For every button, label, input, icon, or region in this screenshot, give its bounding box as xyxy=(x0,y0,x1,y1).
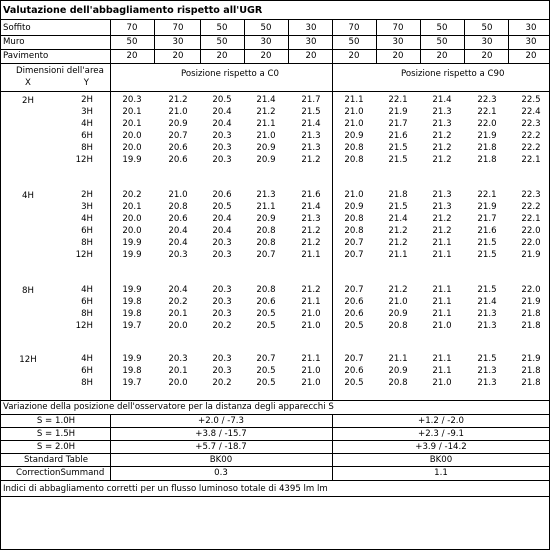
ugr-value-c90: 21.2 xyxy=(432,131,452,141)
reflectance-value: 20 xyxy=(172,51,184,61)
ugr-value-c0: 20.4 xyxy=(212,119,232,129)
ugr-value-c90: 20.8 xyxy=(344,143,364,153)
ugr-value-c0: 20.3 xyxy=(168,354,188,364)
ugr-value-c0: 20.1 xyxy=(122,107,142,117)
ugr-value-c0: 20.5 xyxy=(256,366,276,376)
ugr-value-c0: 19.9 xyxy=(122,155,142,165)
ugr-value-c0: 20.4 xyxy=(212,214,232,224)
ugr-value-c90: 21.0 xyxy=(344,107,364,117)
ugr-value-c0: 20.1 xyxy=(168,366,188,376)
ugr-value-c90: 21.2 xyxy=(432,214,452,224)
ugr-value-c90: 22.0 xyxy=(477,119,497,129)
ugr-value-c90: 21.3 xyxy=(477,366,497,376)
ugr-value-c0: 19.9 xyxy=(122,285,142,295)
ugr-value-c90: 21.8 xyxy=(477,143,497,153)
reflectance-value: 50 xyxy=(216,23,228,33)
reflectance-value: 30 xyxy=(481,37,493,47)
ugr-value-c0: 21.1 xyxy=(256,202,276,212)
reflectance-value: 20 xyxy=(481,51,493,61)
reflectance-value: 70 xyxy=(126,23,138,33)
standard-table-c0: BK00 xyxy=(209,455,233,465)
ugr-value-c0: 20.2 xyxy=(212,378,232,388)
ugr-value-c0: 21.0 xyxy=(168,107,188,117)
reflectance-value: 50 xyxy=(436,37,448,47)
ugr-value-c90: 21.0 xyxy=(344,119,364,129)
ugr-value-c0: 19.7 xyxy=(122,321,142,331)
ugr-value-c90: 22.2 xyxy=(521,202,541,212)
ugr-value-c90: 21.6 xyxy=(388,131,408,141)
ugr-value-c90: 20.9 xyxy=(388,309,408,319)
ugr-value-c90: 22.1 xyxy=(521,214,541,224)
ugr-value-c0: 20.9 xyxy=(168,119,188,129)
reflectance-value: 30 xyxy=(525,23,537,33)
ugr-value-c90: 21.4 xyxy=(432,95,452,105)
ugr-value-c90: 21.1 xyxy=(388,250,408,260)
grid-line xyxy=(332,19,333,63)
reflectance-value: 50 xyxy=(126,37,138,47)
ugr-value-c90: 21.8 xyxy=(521,378,541,388)
ugr-value-c90: 21.9 xyxy=(477,131,497,141)
ugr-value-c90: 21.1 xyxy=(432,366,452,376)
grid-line xyxy=(1,49,549,50)
ugr-value-c90: 22.2 xyxy=(521,143,541,153)
variation-c90: +3.9 / -14.2 xyxy=(415,442,467,452)
ugr-value-c0: 19.8 xyxy=(122,297,142,307)
ugr-value-c90: 21.0 xyxy=(344,190,364,200)
reflectance-value: 30 xyxy=(260,37,272,47)
reflectance-value: 30 xyxy=(305,23,317,33)
correction-summand-label: CorrectionSummand xyxy=(16,468,105,478)
ugr-value-c90: 21.0 xyxy=(432,378,452,388)
y-dimension: 3H xyxy=(81,202,93,212)
reflectance-value: 20 xyxy=(348,51,360,61)
y-dimension: 4H xyxy=(81,354,93,364)
ugr-value-c90: 20.5 xyxy=(344,321,364,331)
ugr-value-c0: 19.7 xyxy=(122,378,142,388)
ugr-value-c0: 20.3 xyxy=(212,238,232,248)
ugr-value-c0: 20.0 xyxy=(168,378,188,388)
ugr-value-c0: 21.6 xyxy=(301,190,321,200)
ugr-value-c0: 20.2 xyxy=(168,297,188,307)
ugr-value-c90: 20.8 xyxy=(388,321,408,331)
ugr-value-c0: 20.0 xyxy=(122,226,142,236)
grid-line xyxy=(110,63,111,400)
ugr-value-c90: 21.5 xyxy=(477,285,497,295)
ugr-value-c90: 22.3 xyxy=(521,119,541,129)
y-dimension: 4H xyxy=(81,285,93,295)
ugr-value-c0: 20.3 xyxy=(212,143,232,153)
ugr-value-c0: 20.7 xyxy=(168,131,188,141)
ugr-value-c0: 19.8 xyxy=(122,366,142,376)
grid-line xyxy=(200,19,201,63)
correction-summand-c90: 1.1 xyxy=(434,468,448,478)
ugr-value-c0: 21.2 xyxy=(168,95,188,105)
variation-c0: +5.7 / -18.7 xyxy=(195,442,247,452)
ugr-value-c90: 21.1 xyxy=(432,297,452,307)
y-dimension: 6H xyxy=(81,366,93,376)
ugr-value-c0: 20.8 xyxy=(256,226,276,236)
ugr-value-c0: 20.6 xyxy=(256,297,276,307)
ugr-value-c90: 21.0 xyxy=(432,321,452,331)
reflectance-value: 20 xyxy=(126,51,138,61)
ugr-value-c90: 22.1 xyxy=(477,190,497,200)
ugr-value-c0: 21.3 xyxy=(256,190,276,200)
reflectance-value: 70 xyxy=(348,23,360,33)
ugr-value-c90: 20.9 xyxy=(388,366,408,376)
table-title: Valutazione dell'abbagliamento rispetto all'UGR xyxy=(3,5,263,16)
ugr-value-c90: 22.3 xyxy=(477,95,497,105)
ugr-value-c90: 21.9 xyxy=(521,250,541,260)
grid-line xyxy=(1,19,549,20)
ugr-value-c0: 20.3 xyxy=(212,285,232,295)
standard-table-label: Standard Table xyxy=(23,455,89,465)
grid-line xyxy=(1,496,549,497)
grid-line xyxy=(508,19,509,63)
x-label: X xyxy=(25,78,31,88)
ugr-value-c90: 20.7 xyxy=(344,354,364,364)
ugr-value-c0: 21.2 xyxy=(301,155,321,165)
ugr-value-c0: 20.6 xyxy=(168,214,188,224)
standard-table-c90: BK00 xyxy=(429,455,453,465)
reflectance-label: Pavimento xyxy=(3,51,49,61)
ugr-value-c90: 21.1 xyxy=(432,250,452,260)
ugr-value-c0: 20.3 xyxy=(212,309,232,319)
ugr-value-c90: 22.1 xyxy=(477,107,497,117)
ugr-value-c0: 20.5 xyxy=(256,378,276,388)
x-dimension: 2H xyxy=(22,96,34,106)
y-dimension: 6H xyxy=(81,226,93,236)
ugr-value-c0: 20.5 xyxy=(256,309,276,319)
ugr-value-c0: 20.2 xyxy=(212,321,232,331)
variation-c0: +2.0 / -7.3 xyxy=(198,416,244,426)
ugr-value-c90: 20.6 xyxy=(344,366,364,376)
ugr-value-c90: 20.5 xyxy=(344,378,364,388)
ugr-value-c0: 21.4 xyxy=(256,95,276,105)
ugr-value-c90: 21.5 xyxy=(388,143,408,153)
spacing-label: S = 1.5H xyxy=(36,429,76,439)
ugr-value-c0: 21.0 xyxy=(301,366,321,376)
ugr-value-c0: 21.1 xyxy=(301,250,321,260)
ugr-value-c90: 21.2 xyxy=(432,143,452,153)
ugr-value-c90: 22.0 xyxy=(521,238,541,248)
ugr-value-c0: 20.9 xyxy=(256,214,276,224)
ugr-value-c0: 20.2 xyxy=(122,190,142,200)
grid-line xyxy=(1,427,549,428)
ugr-value-c90: 21.5 xyxy=(388,155,408,165)
x-dimension: 8H xyxy=(22,286,34,296)
ugr-value-c0: 19.9 xyxy=(122,250,142,260)
ugr-value-c90: 21.5 xyxy=(388,202,408,212)
ugr-value-c90: 21.0 xyxy=(388,297,408,307)
reflectance-value: 20 xyxy=(216,51,228,61)
y-dimension: 4H xyxy=(81,119,93,129)
grid-line xyxy=(376,19,377,63)
y-dimension: 12H xyxy=(75,155,93,165)
ugr-value-c0: 20.3 xyxy=(168,250,188,260)
ugr-value-c90: 21.1 xyxy=(432,285,452,295)
reflectance-value: 50 xyxy=(348,37,360,47)
y-dimension: 12H xyxy=(75,321,93,331)
ugr-value-c90: 20.9 xyxy=(344,202,364,212)
ugr-value-c90: 22.5 xyxy=(521,95,541,105)
ugr-value-c90: 21.7 xyxy=(477,214,497,224)
ugr-value-c0: 20.1 xyxy=(122,119,142,129)
ugr-value-c0: 20.4 xyxy=(168,285,188,295)
reflectance-value: 50 xyxy=(260,23,272,33)
grid-line xyxy=(1,400,549,401)
ugr-value-c90: 21.8 xyxy=(521,366,541,376)
ugr-value-c90: 21.2 xyxy=(388,238,408,248)
reflectance-value: 30 xyxy=(392,37,404,47)
spacing-label: S = 2.0H xyxy=(36,442,76,452)
ugr-value-c90: 21.4 xyxy=(388,214,408,224)
ugr-value-c90: 21.8 xyxy=(477,155,497,165)
ugr-value-c90: 20.7 xyxy=(344,285,364,295)
ugr-value-c90: 21.1 xyxy=(432,309,452,319)
ugr-value-c90: 21.2 xyxy=(432,226,452,236)
ugr-value-c0: 20.1 xyxy=(122,202,142,212)
ugr-value-c90: 21.3 xyxy=(432,190,452,200)
grid-line xyxy=(1,414,549,415)
ugr-value-c0: 20.0 xyxy=(122,143,142,153)
ugr-value-c0: 20.7 xyxy=(256,354,276,364)
ugr-value-c90: 22.0 xyxy=(521,285,541,295)
ugr-value-c90: 20.7 xyxy=(344,238,364,248)
x-dimension: 4H xyxy=(22,191,34,201)
ugr-value-c0: 20.3 xyxy=(212,366,232,376)
ugr-value-c0: 21.2 xyxy=(301,238,321,248)
ugr-value-c90: 21.9 xyxy=(388,107,408,117)
ugr-value-c90: 21.9 xyxy=(521,297,541,307)
ugr-value-c90: 21.9 xyxy=(477,202,497,212)
ugr-value-c0: 21.1 xyxy=(301,297,321,307)
y-dimension: 4H xyxy=(81,214,93,224)
ugr-value-c0: 20.3 xyxy=(212,155,232,165)
grid-line xyxy=(332,414,333,480)
ugr-value-c0: 20.9 xyxy=(256,143,276,153)
grid-line xyxy=(1,466,549,467)
reflectance-label: Soffito xyxy=(3,23,31,33)
ugr-value-c0: 21.3 xyxy=(301,214,321,224)
ugr-value-c0: 20.1 xyxy=(168,309,188,319)
ugr-value-c0: 20.6 xyxy=(212,190,232,200)
ugr-value-c0: 20.3 xyxy=(212,131,232,141)
grid-line xyxy=(1,63,549,64)
ugr-value-c90: 21.3 xyxy=(477,309,497,319)
spacing-label: S = 1.0H xyxy=(36,416,76,426)
grid-line xyxy=(110,414,111,480)
reflectance-value: 30 xyxy=(525,37,537,47)
ugr-value-c90: 22.1 xyxy=(388,95,408,105)
ugr-value-c0: 21.4 xyxy=(301,119,321,129)
ugr-value-c90: 21.9 xyxy=(521,354,541,364)
ugr-value-c90: 21.6 xyxy=(477,226,497,236)
ugr-value-c0: 20.6 xyxy=(168,155,188,165)
ugr-value-c90: 21.1 xyxy=(388,354,408,364)
grid-line xyxy=(110,19,111,63)
ugr-value-c90: 20.8 xyxy=(344,214,364,224)
grid-line xyxy=(288,19,289,63)
reflectance-value: 20 xyxy=(525,51,537,61)
ugr-value-c0: 21.5 xyxy=(301,107,321,117)
ugr-value-c0: 19.9 xyxy=(122,354,142,364)
ugr-value-c90: 21.5 xyxy=(477,238,497,248)
reflectance-value: 20 xyxy=(436,51,448,61)
ugr-value-c0: 20.0 xyxy=(122,214,142,224)
reflectance-value: 20 xyxy=(305,51,317,61)
ugr-value-c0: 20.0 xyxy=(168,321,188,331)
ugr-value-c0: 21.3 xyxy=(301,131,321,141)
ugr-value-c90: 21.2 xyxy=(388,285,408,295)
ugr-value-c0: 20.3 xyxy=(212,297,232,307)
ugr-value-c0: 21.0 xyxy=(301,321,321,331)
y-dimension: 12H xyxy=(75,250,93,260)
ugr-value-c90: 20.6 xyxy=(344,309,364,319)
ugr-value-c0: 21.2 xyxy=(256,107,276,117)
ugr-value-c0: 20.8 xyxy=(168,202,188,212)
ugr-value-c90: 21.3 xyxy=(477,321,497,331)
ugr-value-c0: 20.6 xyxy=(168,143,188,153)
ugr-value-c0: 21.4 xyxy=(301,202,321,212)
ugr-value-c0: 20.9 xyxy=(256,155,276,165)
ugr-value-c0: 20.4 xyxy=(168,226,188,236)
ugr-value-c0: 20.8 xyxy=(256,285,276,295)
grid-line xyxy=(420,19,421,63)
area-dimensions-header: Dimensioni dell'area xyxy=(16,66,104,76)
ugr-value-c90: 20.9 xyxy=(344,131,364,141)
variation-title: Variazione della posizione dell'osservatore per la distanza degli apparecchi S xyxy=(3,402,334,412)
y-dimension: 3H xyxy=(81,107,93,117)
reflectance-label: Muro xyxy=(3,37,25,47)
footnote: Indici di abbagliamento corretti per un flusso luminoso totale di 4395 lm lm xyxy=(3,484,328,494)
ugr-value-c0: 20.7 xyxy=(256,250,276,260)
ugr-value-c0: 20.0 xyxy=(122,131,142,141)
grid-line xyxy=(154,19,155,63)
ugr-value-c90: 21.5 xyxy=(477,250,497,260)
ugr-value-c90: 21.2 xyxy=(388,226,408,236)
y-dimension: 8H xyxy=(81,143,93,153)
ugr-value-c0: 20.4 xyxy=(212,107,232,117)
ugr-value-c0: 20.8 xyxy=(256,238,276,248)
y-dimension: 6H xyxy=(81,131,93,141)
grid-line xyxy=(244,19,245,63)
ugr-value-c0: 21.2 xyxy=(301,226,321,236)
ugr-value-c90: 20.8 xyxy=(344,226,364,236)
ugr-value-c0: 20.4 xyxy=(212,226,232,236)
ugr-value-c90: 22.0 xyxy=(521,226,541,236)
ugr-value-c0: 21.2 xyxy=(301,285,321,295)
variation-c90: +1.2 / -2.0 xyxy=(418,416,464,426)
variation-c0: +3.8 / -15.7 xyxy=(195,429,247,439)
ugr-value-c0: 19.9 xyxy=(122,238,142,248)
ugr-value-c90: 21.3 xyxy=(432,107,452,117)
y-dimension: 8H xyxy=(81,238,93,248)
ugr-value-c0: 21.0 xyxy=(256,131,276,141)
reflectance-value: 50 xyxy=(436,23,448,33)
reflectance-value: 30 xyxy=(305,37,317,47)
ugr-value-c90: 22.4 xyxy=(521,107,541,117)
ugr-value-c90: 20.7 xyxy=(344,250,364,260)
variation-c90: +2.3 / -9.1 xyxy=(418,429,464,439)
correction-summand-c0: 0.3 xyxy=(214,468,228,478)
grid-line xyxy=(464,19,465,63)
ugr-value-c0: 21.7 xyxy=(301,95,321,105)
y-dimension: 2H xyxy=(81,190,93,200)
ugr-value-c0: 20.5 xyxy=(212,202,232,212)
ugr-value-c0: 21.1 xyxy=(301,354,321,364)
grid-line xyxy=(1,35,549,36)
grid-line xyxy=(1,440,549,441)
y-dimension: 8H xyxy=(81,309,93,319)
y-dimension: 8H xyxy=(81,378,93,388)
ugr-value-c0: 20.3 xyxy=(122,95,142,105)
ugr-value-c0: 21.0 xyxy=(168,190,188,200)
reflectance-value: 70 xyxy=(392,23,404,33)
ugr-value-c90: 21.7 xyxy=(388,119,408,129)
ugr-value-c90: 21.5 xyxy=(477,354,497,364)
reflectance-value: 20 xyxy=(260,51,272,61)
ugr-value-c90: 21.8 xyxy=(521,309,541,319)
reflectance-value: 20 xyxy=(392,51,404,61)
reflectance-value: 50 xyxy=(216,37,228,47)
ugr-value-c90: 21.1 xyxy=(432,238,452,248)
ugr-value-c90: 21.8 xyxy=(388,190,408,200)
ugr-value-c0: 21.1 xyxy=(256,119,276,129)
ugr-value-c0: 20.5 xyxy=(256,321,276,331)
ugr-value-c0: 19.8 xyxy=(122,309,142,319)
position-c90-header: Posizione rispetto a C90 xyxy=(401,69,505,79)
grid-line xyxy=(1,91,549,92)
y-dimension: 6H xyxy=(81,297,93,307)
ugr-value-c0: 20.5 xyxy=(212,95,232,105)
ugr-value-c90: 21.8 xyxy=(521,321,541,331)
ugr-value-c0: 21.3 xyxy=(301,143,321,153)
ugr-value-c0: 21.0 xyxy=(301,309,321,319)
ugr-value-c90: 21.4 xyxy=(477,297,497,307)
ugr-value-c90: 21.3 xyxy=(432,119,452,129)
reflectance-value: 30 xyxy=(172,37,184,47)
grid-line xyxy=(1,480,549,481)
ugr-value-c90: 21.3 xyxy=(432,202,452,212)
position-c0-header: Posizione rispetto a C0 xyxy=(181,69,279,79)
ugr-value-c90: 20.8 xyxy=(388,378,408,388)
reflectance-value: 70 xyxy=(172,23,184,33)
ugr-value-c90: 22.1 xyxy=(521,155,541,165)
grid-line xyxy=(1,453,549,454)
grid-line xyxy=(332,63,333,400)
ugr-value-c90: 20.8 xyxy=(344,155,364,165)
ugr-value-c0: 20.4 xyxy=(168,238,188,248)
ugr-value-c90: 21.3 xyxy=(477,378,497,388)
ugr-value-c90: 22.3 xyxy=(521,190,541,200)
ugr-value-c0: 21.0 xyxy=(301,378,321,388)
ugr-value-c90: 21.1 xyxy=(344,95,364,105)
x-dimension: 12H xyxy=(19,355,37,365)
ugr-value-c0: 20.3 xyxy=(212,354,232,364)
y-dimension: 2H xyxy=(81,95,93,105)
ugr-value-c0: 20.3 xyxy=(212,250,232,260)
ugr-value-c90: 22.2 xyxy=(521,131,541,141)
y-label: Y xyxy=(83,78,89,88)
ugr-value-c90: 21.2 xyxy=(432,155,452,165)
ugr-value-c90: 20.6 xyxy=(344,297,364,307)
reflectance-value: 50 xyxy=(481,23,493,33)
ugr-value-c90: 21.1 xyxy=(432,354,452,364)
